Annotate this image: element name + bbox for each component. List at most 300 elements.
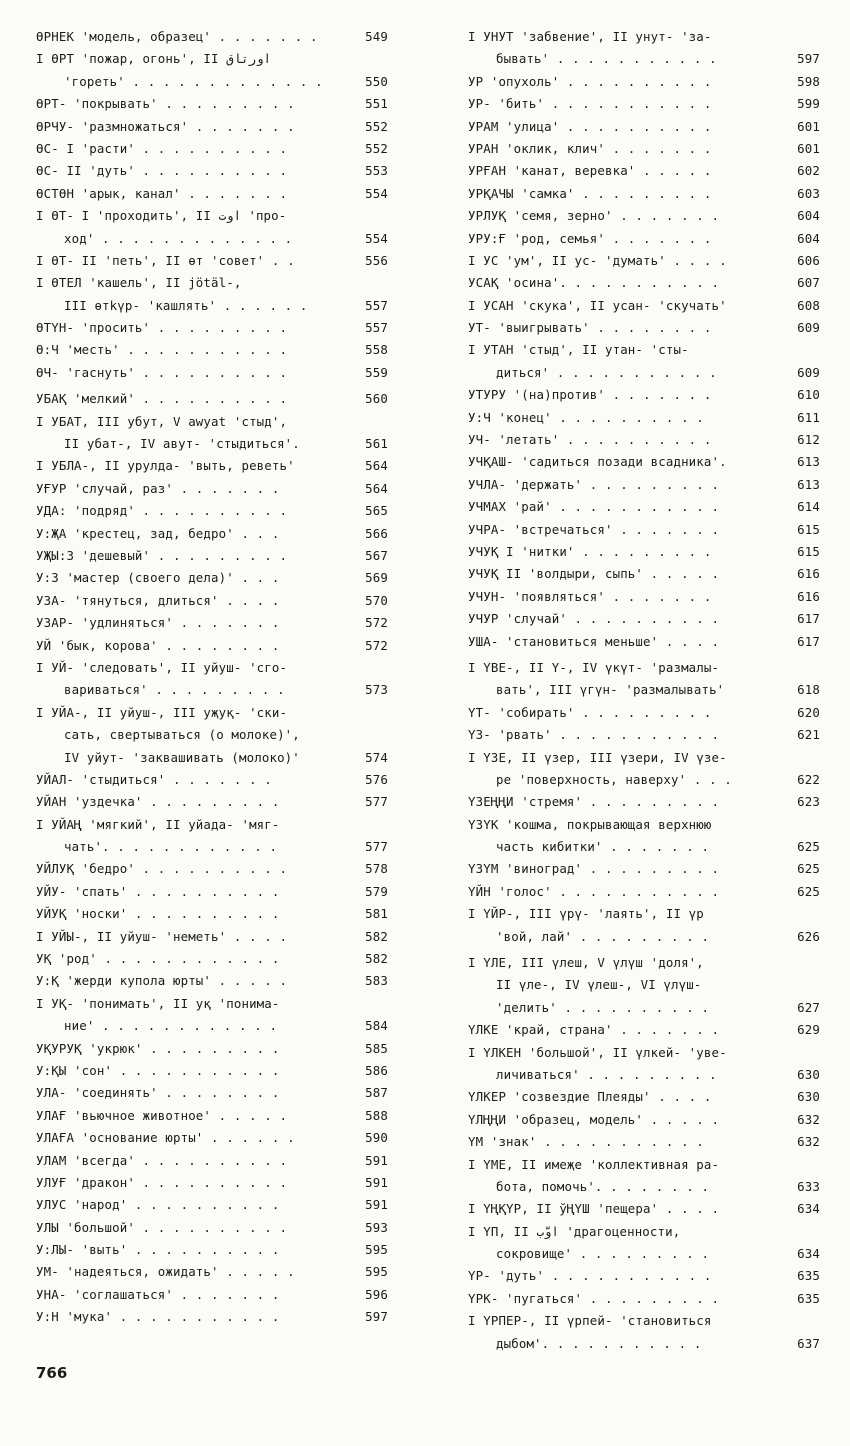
- entry-text: сать, свертываться (о молоке)',: [64, 727, 300, 743]
- index-entry: [36, 26, 388, 48]
- entry-page-number: 621: [797, 727, 820, 743]
- entry-page-number: 606: [797, 252, 820, 268]
- entry-text: I УБЛА-, II урулда- 'выть, реветь': [36, 458, 295, 474]
- entry-text: УҖЫ:З 'дешевый' . . . . . . . . .: [36, 547, 288, 563]
- entry-text: У:З 'мастер (своего дела)' . . .: [36, 570, 280, 586]
- index-entry: [468, 272, 820, 294]
- entry-page-number: 616: [797, 588, 820, 604]
- entry-page-number: 598: [797, 73, 820, 89]
- entry-page-number: 609: [797, 320, 820, 336]
- entry-text: ӨЧ- 'гаснуть' . . . . . . . . . .: [36, 364, 288, 380]
- index-entry: [36, 339, 388, 361]
- index-entry: [36, 1284, 388, 1306]
- index-entry: [468, 747, 820, 769]
- index-entry: [36, 388, 388, 410]
- entry-page-number: 564: [365, 458, 388, 474]
- index-entry: [468, 228, 820, 250]
- index-entry: [36, 590, 388, 612]
- index-entry: [36, 455, 388, 477]
- entry-page-number: 574: [365, 749, 388, 765]
- index-entry: [36, 858, 388, 880]
- entry-text: личиваться' . . . . . . . . .: [496, 1066, 717, 1082]
- index-entry: [36, 433, 388, 455]
- entry-page-number: 632: [797, 1111, 820, 1127]
- index-entry: [36, 724, 388, 746]
- entry-page-number: 597: [797, 51, 820, 67]
- index-entry: [468, 48, 820, 70]
- entry-page-number: 551: [365, 96, 388, 112]
- entry-text: ҮР- 'дуть' . . . . . . . . . . .: [468, 1268, 712, 1284]
- index-entry: [468, 926, 820, 948]
- index-entry: [468, 858, 820, 880]
- entry-text: ҮЛКЕ 'край, страна' . . . . . . .: [468, 1022, 720, 1038]
- entry-text: УЧЛА- 'держать' . . . . . . . . .: [468, 476, 720, 492]
- entry-page-number: 595: [365, 1242, 388, 1258]
- index-entry: [468, 138, 820, 160]
- entry-text: ҮЗЕҢҢИ 'стремя' . . . . . . . . .: [468, 794, 720, 810]
- entry-text: УЛУС 'народ' . . . . . . . . . .: [36, 1197, 280, 1213]
- index-entry: [468, 1265, 820, 1287]
- entry-text: УДА: 'подряд' . . . . . . . . . .: [36, 503, 288, 519]
- index-entry: [468, 451, 820, 473]
- entry-text: I УС 'ум', II ус- 'думать' . . . .: [468, 252, 727, 268]
- index-entry: [468, 1243, 820, 1265]
- right-column: [468, 26, 820, 1355]
- entry-page-number: 630: [797, 1089, 820, 1105]
- entry-page-number: 635: [797, 1290, 820, 1306]
- entry-text: 'гореть' . . . . . . . . . . . . .: [64, 73, 323, 89]
- entry-page-number: 634: [797, 1246, 820, 1262]
- index-entry: [468, 1019, 820, 1041]
- entry-page-number: 560: [365, 391, 388, 407]
- entry-text: УЗАР- 'удлиняться' . . . . . . .: [36, 615, 280, 631]
- index-entry: [468, 519, 820, 541]
- entry-text: вать', III үгүн- 'размалывать': [496, 682, 725, 698]
- entry-page-number: 573: [365, 682, 388, 698]
- entry-text: I УЙА-, II уйуш-, III уҗуқ- 'ски-: [36, 704, 288, 720]
- entry-page-number: 599: [797, 96, 820, 112]
- entry-page-number: 607: [797, 275, 820, 291]
- index-entry: [36, 1105, 388, 1127]
- index-entry: [36, 1172, 388, 1194]
- index-entry: [468, 791, 820, 813]
- entry-text: УНА- 'соглашаться' . . . . . . .: [36, 1286, 280, 1302]
- entry-text: ҮТ- 'собирать' . . . . . . . . .: [468, 704, 712, 720]
- index-entry: [36, 116, 388, 138]
- index-entry: [36, 635, 388, 657]
- entry-text: УЛЫ 'большой' . . . . . . . . . .: [36, 1219, 288, 1235]
- index-entry: [468, 1131, 820, 1153]
- index-entry: [468, 474, 820, 496]
- index-entry: [468, 631, 820, 653]
- entry-page-number: 630: [797, 1066, 820, 1082]
- entry-text: УРАН 'оклик, клич' . . . . . . .: [468, 140, 712, 156]
- index-entry: [468, 407, 820, 429]
- entry-page-number: 609: [797, 364, 820, 380]
- index-entry: [468, 1198, 820, 1220]
- entry-text: ӨСТӨН 'арык, канал' . . . . . . .: [36, 185, 288, 201]
- entry-text: I ҮҢҚҮР, II ўҢҮШ 'пещера' . . . .: [468, 1201, 720, 1217]
- entry-page-number: 633: [797, 1178, 820, 1194]
- entry-text: УЧУҚ I 'нитки' . . . . . . . . .: [468, 543, 712, 559]
- entry-text: УРҒАН 'канат, веревка' . . . . .: [468, 163, 712, 179]
- index-entry: [468, 586, 820, 608]
- entry-text: УЧУН- 'появляться' . . . . . . .: [468, 588, 712, 604]
- index-entry: [36, 1239, 388, 1261]
- entry-page-number: 614: [797, 499, 820, 515]
- entry-page-number: 604: [797, 208, 820, 224]
- entry-page-number: 577: [365, 794, 388, 810]
- index-entry: [468, 339, 820, 361]
- entry-page-number: 567: [365, 547, 388, 563]
- index-entry: [468, 541, 820, 563]
- entry-page-number: 550: [365, 73, 388, 89]
- entry-text: УЛАМ 'всегда' . . . . . . . . . .: [36, 1152, 288, 1168]
- entry-page-number: 576: [365, 771, 388, 787]
- entry-page-number: 588: [365, 1107, 388, 1123]
- entry-text: I УСАН 'скука', II усан- 'скучать': [468, 297, 727, 313]
- index-entry: [468, 429, 820, 451]
- entry-text: сокровище' . . . . . . . . .: [496, 1246, 710, 1262]
- entry-text: У:ҚЫ 'сон' . . . . . . . . . . .: [36, 1062, 280, 1078]
- entry-text: УЙАЛ- 'стыдиться' . . . . . . .: [36, 771, 272, 787]
- index-entry: [468, 384, 820, 406]
- entry-text: ҮЙН 'голос' . . . . . . . . . . .: [468, 883, 720, 899]
- index-entry: [468, 1064, 820, 1086]
- entry-text: I ӨРТ 'пожар, огонь', II اورتاق: [36, 51, 272, 67]
- entry-text: диться' . . . . . . . . . . .: [496, 364, 717, 380]
- entry-text: УЙУҚ 'носки' . . . . . . . . . .: [36, 906, 280, 922]
- index-entry: [36, 612, 388, 634]
- entry-text: вариваться' . . . . . . . . .: [64, 682, 285, 698]
- entry-page-number: 591: [365, 1174, 388, 1190]
- entry-text: УЙЛУҚ 'бедро' . . . . . . . . . .: [36, 861, 288, 877]
- entry-text: УЛАҒ 'вьючное животное' . . . . .: [36, 1107, 288, 1123]
- entry-page-number: 617: [797, 611, 820, 627]
- index-entry: [36, 679, 388, 701]
- entry-text: ӨС- II 'дуть' . . . . . . . . . .: [36, 163, 288, 179]
- index-entry: [468, 1176, 820, 1198]
- entry-text: I УНУТ 'забвение', II унут- 'за-: [468, 29, 712, 44]
- index-entry: [468, 679, 820, 701]
- entry-page-number: 564: [365, 480, 388, 496]
- entry-page-number: 593: [365, 1219, 388, 1235]
- left-column: [36, 26, 388, 1329]
- entry-page-number: 584: [365, 1018, 388, 1034]
- entry-text: IV уйут- 'заквашивать (молоко)': [64, 749, 300, 765]
- entry-text: I ӨТ- I 'проходить', II اوت 'про-: [36, 208, 287, 224]
- index-entry: [36, 836, 388, 858]
- index-entry: [468, 1042, 820, 1064]
- entry-page-number: 590: [365, 1130, 388, 1146]
- index-entry: [36, 926, 388, 948]
- index-entry: [36, 138, 388, 160]
- index-entry: [468, 769, 820, 791]
- entry-text: ӨРТ- 'покрывать' . . . . . . . . .: [36, 96, 295, 112]
- entry-page-number: 613: [797, 476, 820, 492]
- entry-page-number: 585: [365, 1040, 388, 1056]
- entry-page-number: 627: [797, 999, 820, 1015]
- index-entry: [36, 1261, 388, 1283]
- entry-page-number: 603: [797, 185, 820, 201]
- entry-page-number: 596: [365, 1286, 388, 1302]
- index-entry: [36, 1150, 388, 1172]
- entry-text: I ҮЗЕ, II үзер, III үзери, IV үзе-: [468, 749, 727, 765]
- index-entry: [36, 769, 388, 791]
- index-entry: [36, 93, 388, 115]
- index-entry: [36, 317, 388, 339]
- entry-text: I ҮЙР-, III үрү- 'лаять', II үр: [468, 906, 704, 922]
- entry-text: УТУРУ '(на)против' . . . . . . .: [468, 387, 712, 403]
- entry-text: чать'. . . . . . . . . . . .: [64, 839, 278, 855]
- entry-text: У:Қ 'жерди купола юрты' . . . . .: [36, 973, 288, 989]
- index-entry: [36, 500, 388, 522]
- entry-page-number: 625: [797, 883, 820, 899]
- entry-text: I ҮРПЕР-, II үрпей- 'становиться: [468, 1313, 712, 1329]
- entry-page-number: 634: [797, 1201, 820, 1217]
- index-entry: [36, 791, 388, 813]
- entry-text: УҒУР 'случай, раз' . . . . . . .: [36, 480, 280, 496]
- entry-page-number: 581: [365, 906, 388, 922]
- index-entry: [468, 183, 820, 205]
- entry-page-number: 561: [365, 436, 388, 452]
- entry-text: УЧМАХ 'рай' . . . . . . . . . . .: [468, 499, 720, 515]
- entry-page-number: 623: [797, 794, 820, 810]
- index-entry: [468, 563, 820, 585]
- entry-page-number: 602: [797, 163, 820, 179]
- entry-page-number: 612: [797, 432, 820, 448]
- entry-page-number: 572: [365, 615, 388, 631]
- entry-page-number: 616: [797, 566, 820, 582]
- entry-page-number: 586: [365, 1062, 388, 1078]
- entry-page-number: 578: [365, 861, 388, 877]
- entry-text: I УЙЫ-, II уйуш- 'неметь' . . . .: [36, 928, 288, 944]
- entry-page-number: 583: [365, 973, 388, 989]
- entry-page-number: 558: [365, 342, 388, 358]
- index-entry: [468, 1109, 820, 1131]
- index-entry: [36, 1060, 388, 1082]
- entry-page-number: 553: [365, 163, 388, 179]
- entry-page-number: 557: [365, 297, 388, 313]
- index-entry: [468, 702, 820, 724]
- entry-text: I УҚ- 'понимать', II уқ 'понима-: [36, 995, 280, 1011]
- entry-page-number: 610: [797, 387, 820, 403]
- entry-text: УР 'опухоль' . . . . . . . . . .: [468, 73, 712, 89]
- index-entry: [36, 1038, 388, 1060]
- index-entry: [36, 183, 388, 205]
- index-entry: [36, 970, 388, 992]
- entry-text: I УЙ- 'следовать', II уйуш- 'сго-: [36, 659, 288, 675]
- entry-text: ҮРК- 'пугаться' . . . . . . . . .: [468, 1290, 720, 1306]
- entry-text: УҚ 'род' . . . . . . . . . . . .: [36, 951, 280, 967]
- entry-page-number: 577: [365, 839, 388, 855]
- index-entry: [36, 948, 388, 970]
- entry-page-number: 617: [797, 633, 820, 649]
- index-entry: [36, 814, 388, 836]
- entry-text: II үле-, IV үлеш-, VI үлүш-: [496, 977, 702, 993]
- entry-page-number: 566: [365, 525, 388, 541]
- index-entry: [468, 814, 820, 836]
- index-entry: [36, 478, 388, 500]
- entry-text: УСАҚ 'осина'. . . . . . . . . . .: [468, 275, 720, 291]
- entry-text: ход' . . . . . . . . . . . . .: [64, 230, 293, 246]
- entry-text: ҮЗ- 'рвать' . . . . . . . . . . .: [468, 727, 720, 743]
- index-entry: [36, 523, 388, 545]
- index-entry: [468, 952, 820, 974]
- entry-text: часть кибитки' . . . . . . .: [496, 839, 710, 855]
- entry-page-number: 554: [365, 185, 388, 201]
- entry-text: ҮЛҢҢИ 'образец, модель' . . . . .: [468, 1111, 720, 1127]
- entry-page-number: 604: [797, 230, 820, 246]
- index-entry: [36, 411, 388, 433]
- entry-page-number: 595: [365, 1264, 388, 1280]
- index-entry: [468, 26, 820, 48]
- entry-page-number: 565: [365, 503, 388, 519]
- index-entry: [36, 657, 388, 679]
- entry-text: II убат-, IV авут- 'стыдиться'.: [64, 436, 300, 452]
- entry-text: Ө:Ч 'месть' . . . . . . . . . . .: [36, 342, 288, 358]
- entry-page-number: 601: [797, 140, 820, 156]
- index-entry: [468, 997, 820, 1019]
- index-entry: [468, 317, 820, 339]
- entry-text: ре 'поверхность, наверху' . . .: [496, 771, 732, 787]
- index-entry: [36, 993, 388, 1015]
- entry-page-number: 569: [365, 570, 388, 586]
- index-entry: [36, 1306, 388, 1328]
- entry-text: ӨРНЕК 'модель, образец' . . . . . . .: [36, 29, 318, 44]
- entry-text: УЧУР 'случай' . . . . . . . . . .: [468, 611, 720, 627]
- entry-text: УЧРА- 'встречаться' . . . . . . .: [468, 521, 720, 537]
- index-entry: [468, 657, 820, 679]
- index-entry: [468, 1310, 820, 1332]
- index-entry: [468, 93, 820, 115]
- entry-text: бывать' . . . . . . . . . . .: [496, 51, 717, 67]
- index-entry: [36, 702, 388, 724]
- entry-text: У:Ч 'конец' . . . . . . . . . .: [468, 409, 704, 425]
- entry-text: УРУ:Ғ 'род, семья' . . . . . . .: [468, 230, 712, 246]
- entry-text: I УБАТ, III убут, V awyat 'стыд',: [36, 413, 288, 429]
- entry-text: 'вой, лай' . . . . . . . . .: [496, 928, 710, 944]
- index-entry: [36, 272, 388, 294]
- index-entry: [36, 1217, 388, 1239]
- index-entry: [36, 228, 388, 250]
- index-entry: [36, 1194, 388, 1216]
- entry-page-number: 559: [365, 364, 388, 380]
- entry-text: ӨС- I 'расти' . . . . . . . . . .: [36, 140, 288, 156]
- index-entry: [468, 160, 820, 182]
- entry-page-number: 615: [797, 543, 820, 559]
- index-entry: [468, 1221, 820, 1243]
- entry-text: У:Н 'мука' . . . . . . . . . . .: [36, 1309, 280, 1325]
- index-entry: [468, 362, 820, 384]
- entry-text: УША- 'становиться меньше' . . . .: [468, 633, 720, 649]
- entry-page-number: 615: [797, 521, 820, 537]
- entry-page-number: 591: [365, 1197, 388, 1213]
- entry-page-number: 552: [365, 140, 388, 156]
- index-entry: [468, 724, 820, 746]
- entry-text: У:ҖА 'крестец, зад, бедро' . . .: [36, 525, 280, 541]
- entry-text: ние' . . . . . . . . . . . .: [64, 1018, 278, 1034]
- entry-text: УЛУҒ 'дракон' . . . . . . . . . .: [36, 1174, 288, 1190]
- index-entry: [468, 205, 820, 227]
- entry-page-number: 557: [365, 320, 388, 336]
- index-entry: [36, 250, 388, 272]
- entry-page-number: 613: [797, 454, 820, 470]
- index-entry: [36, 1127, 388, 1149]
- entry-page-number: 635: [797, 1268, 820, 1284]
- entry-page-number: 587: [365, 1085, 388, 1101]
- entry-text: УЙАН 'уздечка' . . . . . . . . .: [36, 794, 280, 810]
- index-entry: [468, 903, 820, 925]
- entry-text: I УЙАҢ 'мягкий', II уйада- 'мяг-: [36, 816, 280, 832]
- index-entry: [468, 881, 820, 903]
- entry-page-number: 608: [797, 297, 820, 313]
- entry-text: УРАМ 'улица' . . . . . . . . . .: [468, 118, 712, 134]
- entry-text: I ӨТ- II 'петь', II өт 'совет' . .: [36, 252, 295, 268]
- entry-text: I ҮМЕ, II имеҗе 'коллективная ра-: [468, 1156, 720, 1172]
- entry-page-number: 618: [797, 682, 820, 698]
- entry-page-number: 626: [797, 928, 820, 944]
- index-entry: [36, 160, 388, 182]
- index-entry: [36, 362, 388, 384]
- entry-text: 'делить' . . . . . . . . . .: [496, 999, 710, 1015]
- entry-text: I ҮЛКЕН 'большой', II үлкей- 'уве-: [468, 1044, 727, 1060]
- entry-page-number: 620: [797, 704, 820, 720]
- page-number: 766: [36, 1364, 68, 1382]
- index-entry: [468, 608, 820, 630]
- index-entry: [36, 1015, 388, 1037]
- entry-page-number: 622: [797, 771, 820, 787]
- entry-text: УРҚАЧЫ 'самка' . . . . . . . . .: [468, 185, 712, 201]
- index-entry: [468, 1086, 820, 1108]
- index-entry: [36, 567, 388, 589]
- entry-text: I ӨТЕЛ 'кашель', II jötäl-,: [36, 275, 242, 291]
- entry-page-number: 632: [797, 1134, 820, 1150]
- index-entry: [36, 881, 388, 903]
- index-entry: [36, 205, 388, 227]
- index-entry: [36, 295, 388, 317]
- entry-page-number: 556: [365, 252, 388, 268]
- entry-text: III өтkүр- 'кашлять' . . . . . .: [64, 297, 308, 313]
- entry-page-number: 552: [365, 118, 388, 134]
- entry-text: ҮЛКЕР 'созвездие Плеяды' . . . .: [468, 1089, 712, 1105]
- entry-text: УМ- 'надеяться, ожидать' . . . . .: [36, 1264, 295, 1280]
- entry-text: бота, помочь'. . . . . . . .: [496, 1178, 710, 1194]
- entry-text: УЧҚАШ- 'садиться позади всадника'.: [468, 454, 727, 470]
- entry-text: дыбом'. . . . . . . . . . .: [496, 1335, 702, 1351]
- entry-text: УЧ- 'летать' . . . . . . . . . .: [468, 432, 712, 448]
- entry-text: УЙ 'бык, корова' . . . . . . . .: [36, 637, 280, 653]
- entry-page-number: 611: [797, 409, 820, 425]
- index-entry: [468, 1288, 820, 1310]
- entry-text: УЗА- 'тянуться, длиться' . . . .: [36, 592, 280, 608]
- index-entry: [36, 1082, 388, 1104]
- index-entry: [468, 116, 820, 138]
- index-entry: [468, 250, 820, 272]
- entry-page-number: 597: [365, 1309, 388, 1325]
- index-entry: [468, 974, 820, 996]
- index-entry: [468, 295, 820, 317]
- entry-text: У:ЛЫ- 'выть' . . . . . . . . . .: [36, 1242, 280, 1258]
- entry-page-number: 582: [365, 928, 388, 944]
- entry-page-number: 582: [365, 951, 388, 967]
- index-entry: [36, 747, 388, 769]
- entry-text: УБАҚ 'мелкий' . . . . . . . . . .: [36, 391, 288, 407]
- entry-text: УР- 'бить' . . . . . . . . . . .: [468, 96, 712, 112]
- entry-text: ҮЗҮМ 'виноград' . . . . . . . . .: [468, 861, 720, 877]
- entry-text: I ҮЛЕ, III үлеш, V үлүш 'доля',: [468, 955, 704, 971]
- entry-text: УЛА- 'соединять' . . . . . . . .: [36, 1085, 280, 1101]
